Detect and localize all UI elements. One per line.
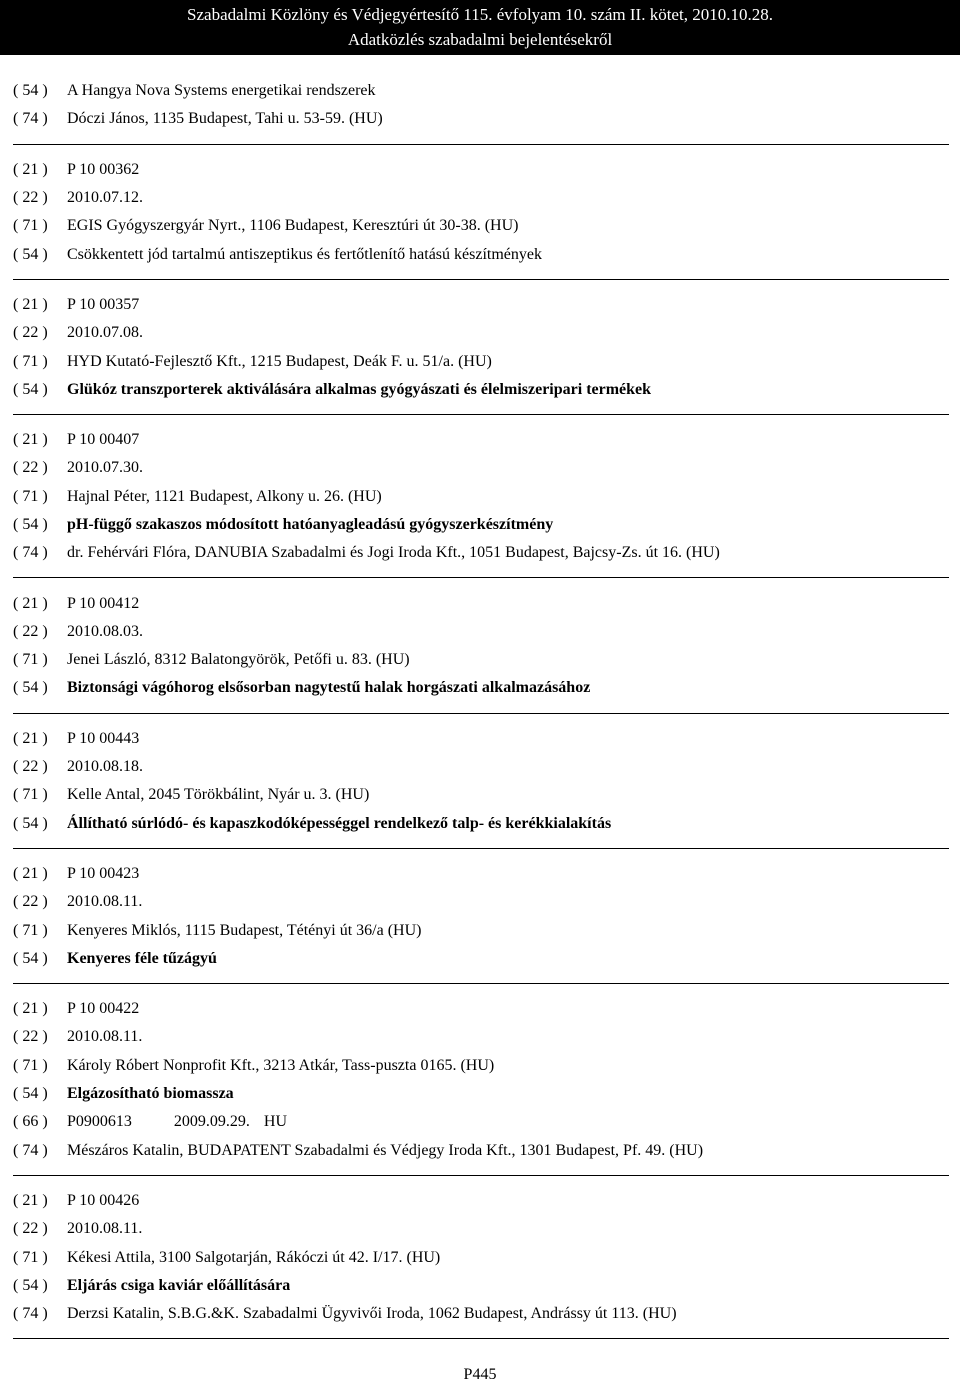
record-field — [13, 240, 949, 268]
record-field — [13, 1243, 949, 1271]
field-code: ( 21 ) — [13, 729, 48, 747]
record-field — [13, 589, 949, 617]
field-value: 2010.08.11. — [67, 1220, 143, 1238]
field-code: ( 54 ) — [13, 814, 48, 832]
field-value: Állítható súrlódó- és kapaszkodóképességgel rendelkező talp- és kerékkialakítás — [67, 814, 612, 832]
patent-record — [13, 145, 949, 280]
record-field — [13, 319, 949, 347]
record-field — [13, 291, 949, 319]
field-code: ( 22 ) — [13, 459, 48, 477]
record-field — [13, 483, 949, 511]
field-value: P 10 00443 — [67, 729, 140, 747]
record-field — [13, 1137, 949, 1165]
records-list — [13, 77, 949, 1339]
field-code: ( 21 ) — [13, 431, 48, 449]
field-value: Derzsi Katalin, S.B.G.&K. Szabadalmi Ügyvivői Iroda, 1062 Budapest, Andrássy út 113. (HU) — [67, 1305, 677, 1323]
record-field — [13, 618, 949, 646]
field-value: P 10 00426 — [67, 1191, 140, 1209]
record-field — [13, 860, 949, 888]
record-field — [13, 1052, 949, 1080]
record-field — [13, 376, 949, 404]
field-code: ( 22 ) — [13, 893, 48, 911]
patent-record — [13, 578, 949, 713]
field-value: Kelle Antal, 2045 Törökbálint, Nyár u. 3. (HU) — [67, 786, 370, 804]
field-value: A Hangya Nova Systems energetikai rendszerek — [67, 82, 376, 100]
record-field — [13, 184, 949, 212]
field-value: 2010.08.11. — [67, 893, 143, 911]
field-value: Csökkentett jód tartalmú antiszeptikus és fertőtlenítő hatású készítmények — [67, 245, 542, 263]
field-code: ( 22 ) — [13, 1028, 48, 1046]
field-code: ( 21 ) — [13, 594, 48, 612]
field-value: Mészáros Katalin, BUDAPATENT Szabadalmi és Védjegy Iroda Kft., 1301 Budapest, Pf. 49. (HU) — [67, 1141, 704, 1159]
record-field — [13, 1187, 949, 1215]
page-header — [0, 0, 960, 55]
field-code: ( 74 ) — [13, 1141, 48, 1159]
field-value: Hajnal Péter, 1121 Budapest, Alkony u. 26. (HU) — [67, 487, 382, 505]
field-code: ( 22 ) — [13, 324, 48, 342]
record-field — [13, 888, 949, 916]
record-field — [13, 945, 949, 973]
record-field — [13, 1272, 949, 1300]
field-code: ( 71 ) — [13, 217, 48, 235]
field-code: ( 74 ) — [13, 1305, 48, 1323]
field-value: EGIS Gyógyszergyár Nyrt., 1106 Budapest, Keresztúri út 30-38. (HU) — [67, 217, 519, 235]
page-number: P445 — [463, 1366, 497, 1383]
field-value: dr. Fehérvári Flóra, DANUBIA Szabadalmi és Jogi Iroda Kft., 1051 Budapest, Bajcsy-Zs. út 16. (HU) — [67, 544, 720, 562]
record-field — [13, 1300, 949, 1328]
field-value: Jenei László, 8312 Balatongyörök, Petőfi u. 83. (HU) — [67, 651, 410, 669]
record-field — [13, 995, 949, 1023]
field-value: P 10 00412 — [67, 594, 140, 612]
record-field — [13, 105, 949, 133]
record-field — [13, 511, 949, 539]
record-field — [13, 646, 949, 674]
field-value: Glükóz transzporterek aktiválására alkalmas gyógyászati és élelmiszeripari termékek — [67, 380, 652, 398]
field-code: ( 71 ) — [13, 1056, 48, 1074]
field-code: ( 74 ) — [13, 544, 48, 562]
field-code: ( 54 ) — [13, 245, 48, 263]
priority-country: HU — [263, 1113, 288, 1131]
field-value: 2010.08.03. — [67, 622, 143, 640]
field-value: 2010.07.08. — [67, 324, 143, 342]
field-value: HYD Kutató-Fejlesztő Kft., 1215 Budapest, Deák F. u. 51/a. (HU) — [67, 352, 492, 370]
field-code: ( 21 ) — [13, 1191, 48, 1209]
field-value: Biztonsági vágóhorog elsősorban nagytestű halak horgászati alkalmazásához — [67, 679, 591, 697]
field-code: ( 22 ) — [13, 622, 48, 640]
field-value: Kékesi Attila, 3100 Salgotarján, Rákóczi út 42. I/17. (HU) — [67, 1248, 441, 1266]
record-field — [13, 753, 949, 781]
patent-record — [13, 984, 949, 1176]
field-code: ( 71 ) — [13, 487, 48, 505]
record-field — [13, 156, 949, 184]
field-code: ( 22 ) — [13, 758, 48, 776]
record-field — [13, 426, 949, 454]
patent-record — [13, 849, 949, 984]
field-value: Dóczi János, 1135 Budapest, Tahi u. 53-59. (HU) — [67, 110, 383, 128]
field-value: 2010.07.12. — [67, 189, 143, 207]
field-code: ( 54 ) — [13, 1085, 48, 1103]
record-field — [13, 539, 949, 567]
field-code: ( 22 ) — [13, 189, 48, 207]
field-value: Kenyeres Miklós, 1115 Budapest, Tétényi út 36/a (HU) — [67, 921, 422, 939]
field-code: ( 74 ) — [13, 110, 48, 128]
field-value: P0900613 — [67, 1113, 132, 1131]
field-code: ( 71 ) — [13, 651, 48, 669]
field-code: ( 71 ) — [13, 921, 48, 939]
priority-date: 2009.09.29. — [173, 1113, 250, 1131]
record-field — [13, 916, 949, 944]
field-value: P 10 00357 — [67, 295, 140, 313]
patent-record — [13, 714, 949, 849]
record-field — [13, 725, 949, 753]
field-code: ( 54 ) — [13, 949, 48, 967]
field-value: pH-függő szakaszos módosított hatóanyagleadású gyógyszerkészítmény — [67, 516, 554, 533]
record-field — [13, 781, 949, 809]
field-code: ( 54 ) — [13, 679, 48, 697]
patent-record — [13, 1176, 949, 1339]
field-code: ( 71 ) — [13, 786, 48, 804]
field-value: Elgázosítható biomassza — [67, 1085, 234, 1103]
patent-record — [13, 280, 949, 415]
record-field — [13, 347, 949, 375]
record-field — [13, 810, 949, 838]
patent-record — [13, 77, 949, 145]
field-value: P 10 00422 — [67, 1000, 140, 1018]
record-field — [13, 77, 949, 105]
record-field — [13, 212, 949, 240]
field-value: P 10 00362 — [67, 160, 140, 178]
field-value: Kenyeres féle tűzágyú — [67, 949, 217, 967]
record-field — [13, 1080, 949, 1108]
field-value: P 10 00407 — [67, 431, 140, 449]
section-title: Adatközlés szabadalmi bejelentésekről — [347, 30, 613, 49]
field-code: ( 54 ) — [13, 82, 48, 100]
journal-title: Szabadalmi Közlöny és Védjegyértesítő 115. évfolyam 10. szám II. kötet, 2010.10.28. — [187, 5, 773, 24]
field-code: ( 71 ) — [13, 1248, 48, 1266]
field-value: 2010.08.11. — [67, 1028, 143, 1046]
field-value: 2010.07.30. — [67, 459, 143, 477]
patent-record — [13, 415, 949, 578]
field-code: ( 66 ) — [13, 1113, 48, 1131]
field-value: P 10 00423 — [67, 864, 140, 882]
field-code: ( 71 ) — [13, 352, 48, 370]
field-code: ( 21 ) — [13, 295, 48, 313]
field-code: ( 22 ) — [13, 1220, 48, 1238]
field-value: 2010.08.18. — [67, 758, 143, 776]
record-field — [13, 1108, 949, 1136]
field-code: ( 54 ) — [13, 516, 48, 533]
record-field — [13, 1023, 949, 1051]
field-code: ( 21 ) — [13, 864, 48, 882]
field-value: Eljárás csiga kaviár előállítására — [67, 1276, 291, 1294]
field-code: ( 21 ) — [13, 160, 48, 178]
field-value: Károly Róbert Nonprofit Kft., 3213 Atkár, Tass-puszta 0165. (HU) — [67, 1056, 495, 1074]
record-field — [13, 454, 949, 482]
record-field — [13, 674, 949, 702]
record-field — [13, 1215, 949, 1243]
field-code: ( 54 ) — [13, 1276, 48, 1294]
field-code: ( 54 ) — [13, 380, 48, 398]
field-code: ( 21 ) — [13, 1000, 48, 1018]
